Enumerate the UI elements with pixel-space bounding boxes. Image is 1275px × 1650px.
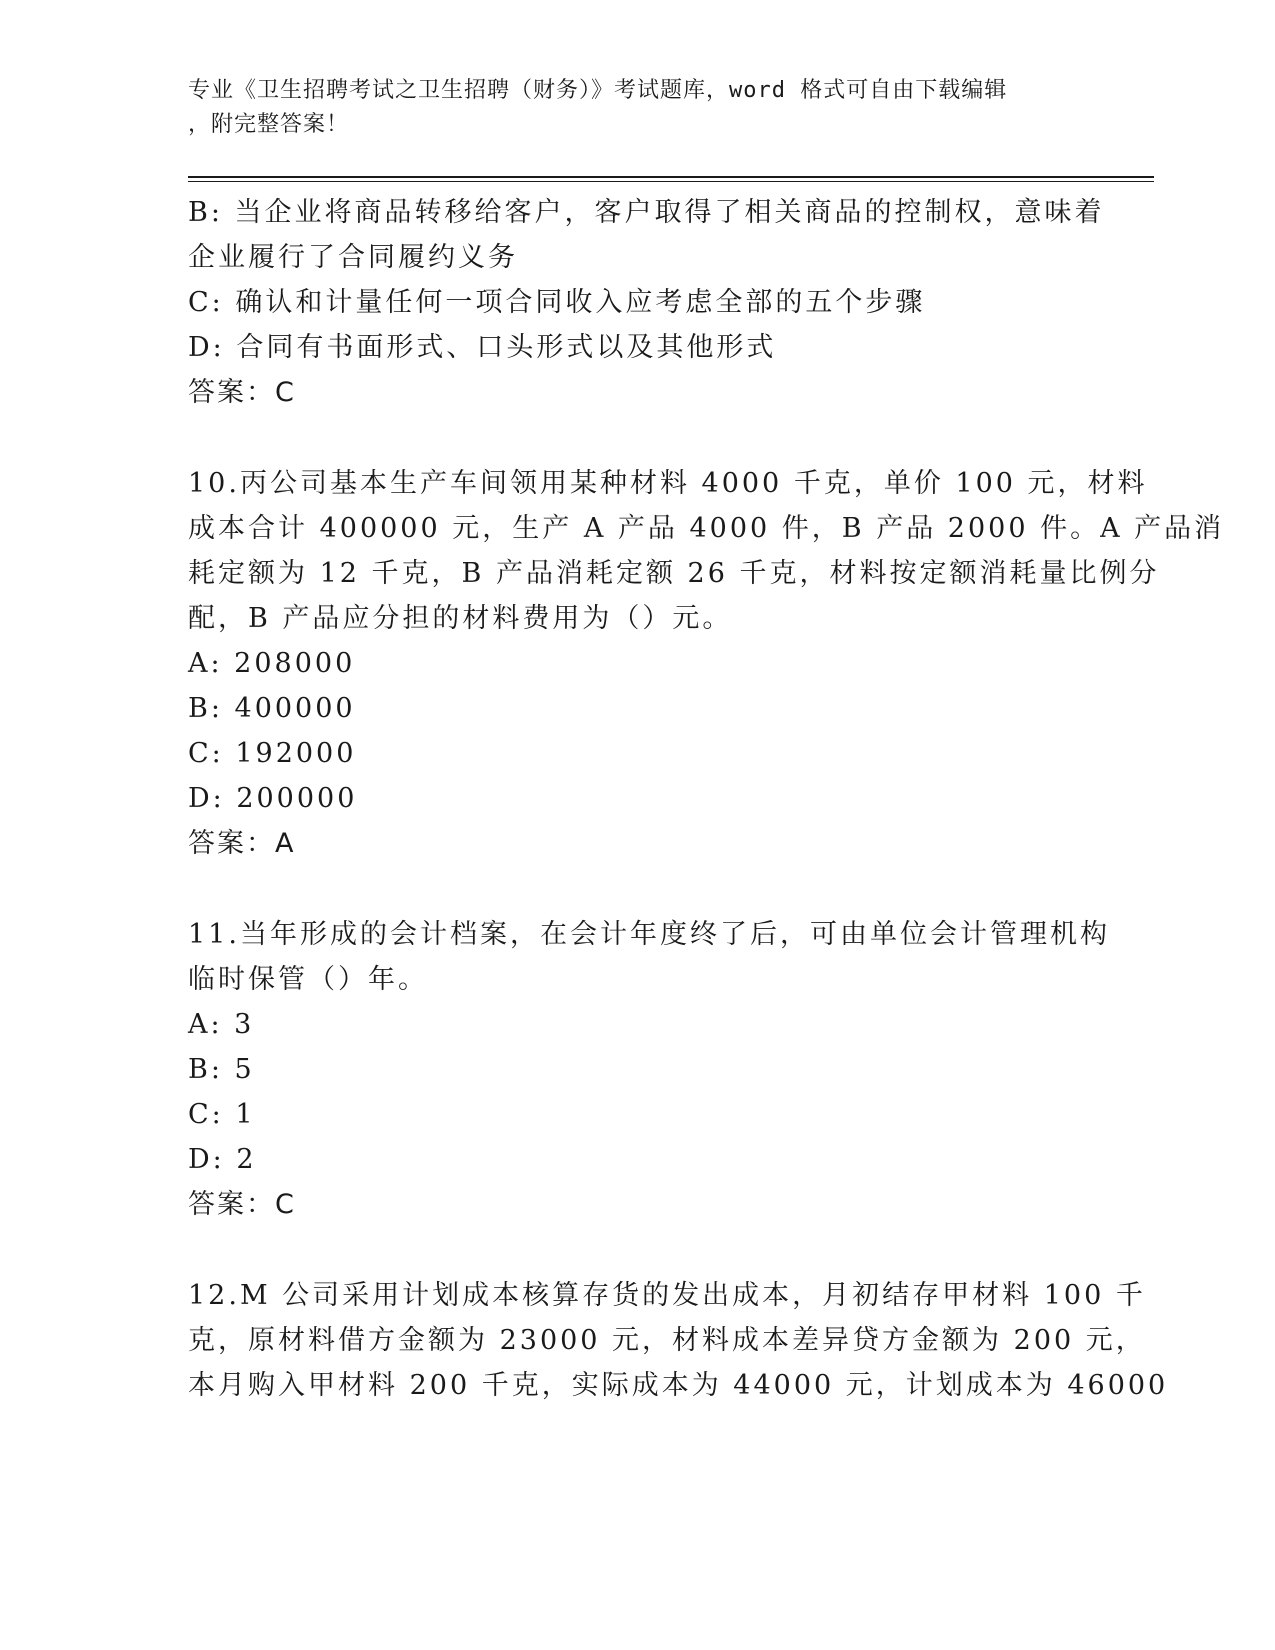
question-12 (188, 1273, 1169, 1408)
header-rule-thin (188, 181, 1154, 182)
question-text-line-2: 成本合计 400000 元，生产 A 产品 4000 件，B 产品 2000 件。A 产品消 (188, 513, 1225, 544)
question-10 (188, 461, 1225, 866)
answer: 答案：C (188, 1189, 296, 1220)
document-header (188, 74, 1088, 142)
spacer (188, 866, 1088, 912)
question-text-line-2: 临时保管（）年。 (188, 964, 428, 995)
question-text-line-4: 配，B 产品应分担的材料费用为（）元。 (188, 603, 733, 634)
option-b-line-2: 企业履行了合同履约义务 (188, 242, 518, 273)
header-line-2: ，附完整答案！ (188, 112, 350, 137)
spacer (188, 1227, 1088, 1273)
question-text-line-3: 耗定额为 12 千克，B 产品消耗定额 26 千克，材料按定额消耗量比例分 (188, 558, 1160, 589)
answer: 答案：C (188, 377, 296, 408)
question-text-line-3: 本月购入甲材料 200 千克，实际成本为 44000 元，计划成本为 46000 (188, 1370, 1169, 1401)
option-b-line-1: B: 当企业将商品转移给客户，客户取得了相关商品的控制权，意味着 (188, 197, 1105, 228)
question-text-line-1: 10.丙公司基本生产车间领用某种材料 4000 千克，单价 100 元，材料 (188, 468, 1148, 499)
question-text-line-2: 克，原材料借方金额为 23000 元，材料成本差异贷方金额为 200 元， (188, 1325, 1146, 1356)
question-text-line-1: 11.当年形成的会计档案，在会计年度终了后，可由单位会计管理机构 (188, 919, 1110, 950)
header-rule-thick (188, 176, 1154, 178)
spacer (188, 415, 1088, 461)
option-d: D: 合同有书面形式、口头形式以及其他形式 (188, 332, 777, 363)
answer: 答案：A (188, 828, 296, 859)
header-line-1: 专业《卫生招聘考试之卫生招聘（财务）》考试题库，word 格式可自由下载编辑 (188, 78, 1008, 103)
option-c: C: 192000 (188, 738, 357, 769)
option-a: A: 208000 (188, 648, 356, 679)
option-b: B: 400000 (188, 693, 356, 724)
option-b: B: 5 (188, 1054, 255, 1085)
option-c: C: 1 (188, 1099, 256, 1130)
document-body (188, 190, 1225, 1408)
question-11 (188, 912, 1110, 1227)
option-a: A: 3 (188, 1009, 255, 1040)
option-d: D: 2 (188, 1144, 257, 1175)
question-text-line-1: 12.M 公司采用计划成本核算存货的发出成本，月初结存甲材料 100 千 (188, 1280, 1146, 1311)
option-d: D: 200000 (188, 783, 358, 814)
option-c: C: 确认和计量任何一项合同收入应考虑全部的五个步骤 (188, 287, 926, 318)
question-9-tail (188, 190, 1105, 415)
